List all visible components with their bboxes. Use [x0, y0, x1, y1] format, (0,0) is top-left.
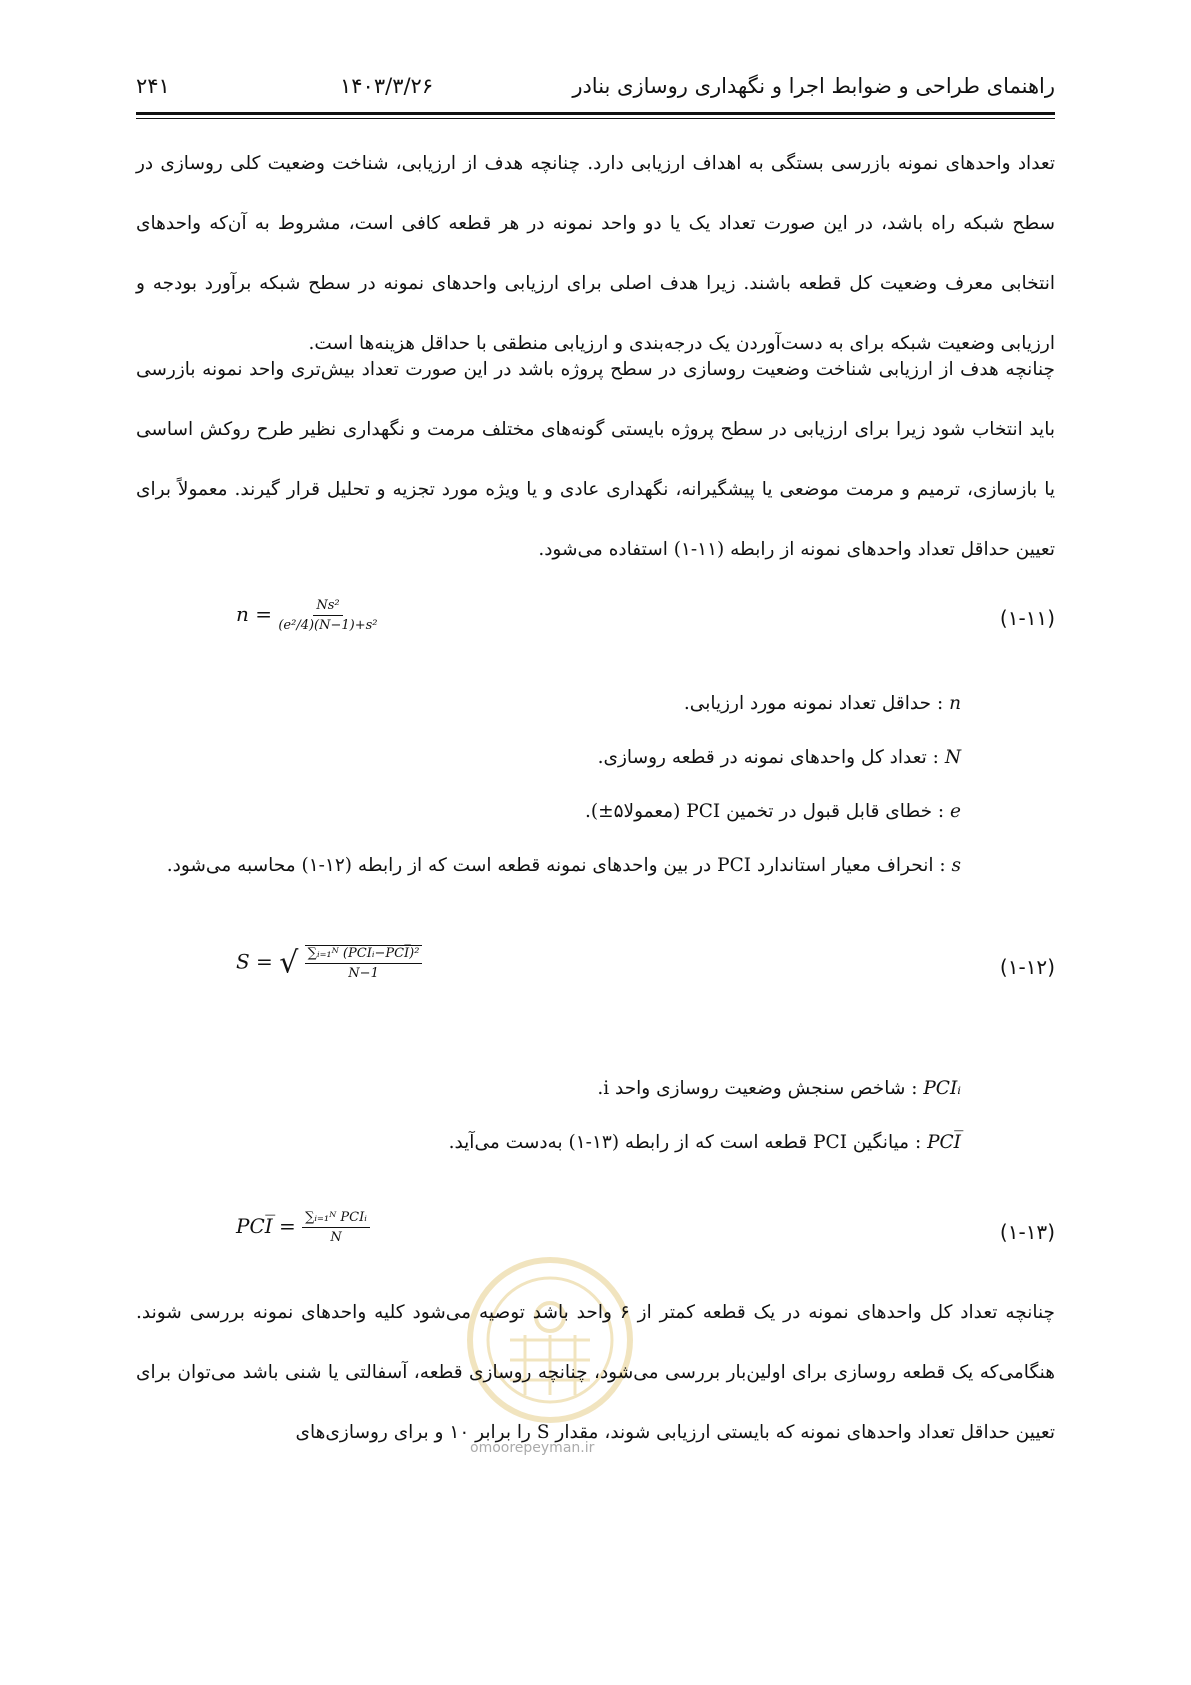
equation-fraction — [278, 598, 377, 633]
document-date: ۱۴۰۳/۳/۲۶ — [340, 74, 434, 98]
equation-1-12 — [236, 945, 422, 981]
sqrt-icon: √ — [279, 945, 299, 981]
equation-number: (۱-۱۱) — [999, 606, 1055, 630]
equation-lhs: n = — [236, 602, 272, 626]
paragraph-sample-count: چنانچه تعداد کل واحدهای نمونه در یک قطعه کمتر از ۶ واحد باشد توصیه می‌شود کلیه واحدهای نمونه بررسی شوند. هنگامی‌که یک قطعه روسازی برای اولین‌بار بررسی می‌شود، چنانچه روسازی قطعه، آسفالتی یا شنی باشد می‌توان برای تعیین حداقل تعداد واحدهای نمونه که بایستی ارزیابی شوند، مقدار S را برابر ۱۰ و برای روسازی‌های — [136, 1302, 1055, 1443]
equation-number: (۱-۱۳) — [999, 1220, 1055, 1244]
paragraph-sample-units: تعداد واحدهای نمونه بازرسی بستگی به اهداف ارزیابی دارد. چنانچه هدف از ارزیابی، شناخت وضعیت کلی روسازی در سطح شبکه راه باشد، در این صورت تعداد یک یا دو واحد نمونه در هر قطعه کافی است، مشروط به آن‌که واحدهای انتخابی معرف وضعیت کل قطعه باشند. زیرا هدف اصلی برای ارزیابی واحدهای نمونه در سطح شبکه برآورد بودجه و ارزیابی وضعیت شبکه برای به دست‌آوردن یک درجه‌بندی و ارزیابی منطقی با حداقل هزینه‌ها است. — [136, 153, 1055, 354]
definition-e — [585, 801, 961, 822]
definition-text: : حداقل تعداد نمونه مورد ارزیابی. — [683, 693, 944, 714]
equation-1-11 — [236, 598, 378, 633]
definition-text: : انحراف معیار استاندارد PCI در بین واحدهای نمونه قطعه است که از رابطه (۱۲-۱) محاسبه می‌شود. — [166, 855, 946, 876]
definition-symbol: n — [949, 693, 961, 714]
definition-symbol: PCI̅ — [927, 1132, 961, 1153]
header-rule-thick — [136, 112, 1055, 115]
document-title: راهنمای طراحی و ضوابط اجرا و نگهداری روسازی بنادر — [572, 74, 1055, 98]
header-rule-thin — [136, 118, 1055, 119]
equation-number: (۱-۱۲) — [999, 955, 1055, 979]
watermark-text: omoorepeyman.ir — [470, 1440, 595, 1456]
equation-lhs: S = — [236, 949, 273, 974]
equation-denominator: N−1 — [348, 966, 379, 981]
definition-text: : میانگین PCI قطعه است که از رابطه (۱۳-۱) به‌دست می‌آید. — [448, 1132, 922, 1153]
definition-n — [684, 693, 961, 714]
definition-pci-bar — [449, 1132, 961, 1153]
equation-fraction — [302, 1210, 370, 1245]
definition-symbol: s — [951, 855, 961, 876]
definition-symbol: N — [944, 747, 961, 768]
equation-denominator: (e²/4)(N−1)+s² — [278, 618, 378, 633]
definition-s — [167, 855, 961, 876]
equation-numerator: ∑ᵢ₌₁ᴺ (PCIᵢ−PCI̅)² — [305, 946, 423, 964]
equation-numerator: Ns² — [313, 598, 342, 616]
definition-text: : شاخص سنجش وضعیت روسازی واحد i. — [597, 1078, 918, 1099]
definition-N — [598, 747, 961, 768]
definition-text: : تعداد کل واحدهای نمونه در قطعه روسازی. — [597, 747, 939, 768]
equation-lhs: PCI̅ = — [236, 1214, 296, 1238]
page-number: ۲۴۱ — [136, 74, 170, 98]
equation-numerator: ∑ᵢ₌₁ᴺ PCIᵢ — [302, 1210, 370, 1228]
definition-symbol: PCIᵢ — [923, 1078, 961, 1099]
paragraph-project-level: چنانچه هدف از ارزیابی شناخت وضعیت روسازی در سطح پروژه باشد در این صورت تعداد بیش‌تری واحد نمونه بازرسی باید انتخاب شود زیرا برای ارزیابی در سطح پروژه بایستی گونه‌های مختلف مرمت و نگهداری نظیر طرح روکش اساسی یا بازسازی، ترمیم و مرمت موضعی یا پیشگیرانه، نگهداری عادی و یا ویژه مورد تجزیه و تحلیل قرار گیرند. معمولاً برای تعیین حداقل تعداد واحدهای نمونه از رابطه (۱۱-۱) استفاده می‌شود. — [136, 359, 1055, 560]
equation-denominator: N — [330, 1230, 342, 1245]
equation-fraction — [305, 945, 423, 981]
definition-text: : خطای قابل قبول در تخمین PCI (معمولا۵±). — [585, 801, 945, 822]
definition-symbol: e — [950, 801, 961, 822]
definition-pci-i — [597, 1078, 961, 1099]
equation-1-13 — [236, 1210, 370, 1245]
